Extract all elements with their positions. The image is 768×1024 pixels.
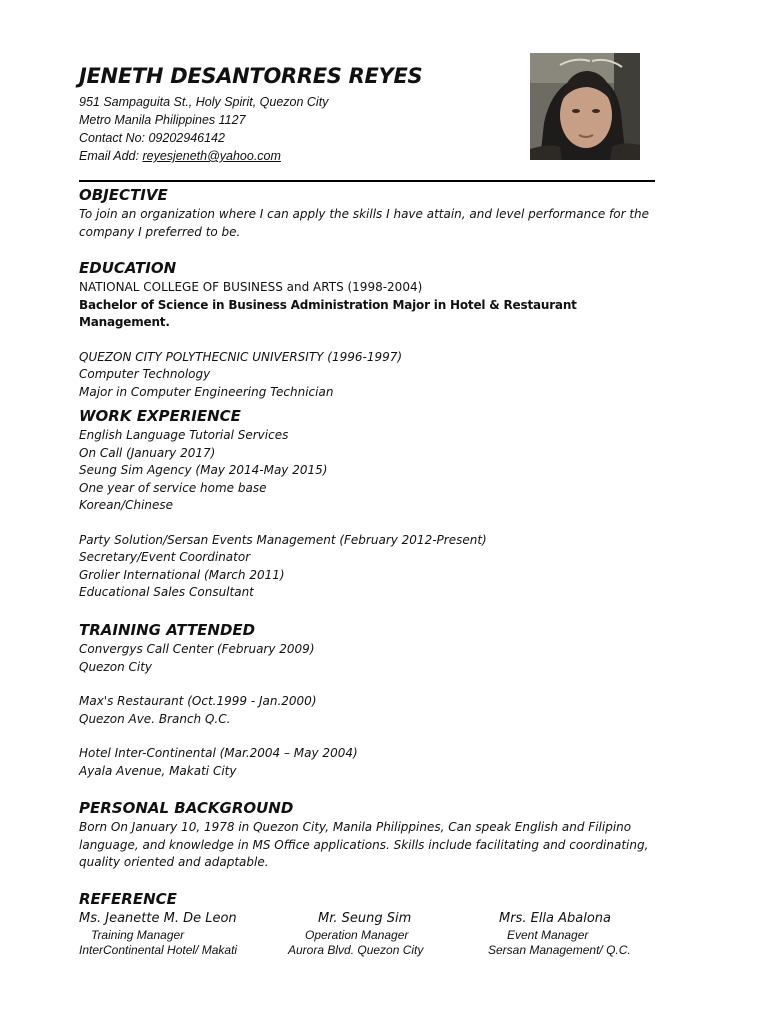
reference-title: Event Manager [507,928,589,942]
reference-item [288,910,424,958]
profile-photo-graphic [530,53,640,160]
contact-block [79,93,328,165]
reference-company: Sersan Management/ Q.C. [488,943,631,957]
education-course-2: Computer Technology [79,367,211,381]
reference-heading: REFERENCE [79,890,177,908]
contact-number-line [79,129,328,147]
reference-name: Mr. Seung Sim [318,911,412,926]
reference-section [79,889,679,910]
address-line-2: Metro Manila Philippines 1127 [79,113,246,127]
training-section [79,620,679,780]
training-3-place: Ayala Avenue, Makati City [79,763,237,778]
training-2-title: Max's Restaurant (Oct.1999 - Jan.2000) [79,694,317,708]
email-label: Email Add: [79,149,143,163]
contact-label: Contact No: [79,131,149,145]
training-1-place: Quezon City [79,659,153,674]
reference-name: Ms. Jeanette M. De Leon [79,911,237,926]
education-school-1: NATIONAL COLLEGE OF BUSINESS and ARTS (1998-2004) [79,280,423,294]
header-divider [79,180,655,182]
work-line: Educational Sales Consultant [79,585,254,599]
work-line: English Language Tutorial Services [79,428,289,442]
training-2-place: Quezon Ave. Branch Q.C. [79,711,231,726]
objective-heading: OBJECTIVE [79,186,168,204]
work-line: Korean/Chinese [79,498,174,512]
email-link[interactable]: reyesjeneth@yahoo.com [142,149,281,163]
work-experience-heading: WORK EXPERIENCE [79,407,241,425]
reference-item [79,910,237,958]
spacer [79,728,679,745]
personal-background-section [79,798,679,872]
reference-company: InterContinental Hotel/ Makati [79,943,238,957]
spacer [79,332,679,349]
email-line [79,147,328,165]
work-line: Seung Sim Agency (May 2014-May 2015) [79,463,328,477]
work-line: Party Solution/Sersan Events Management (February 2012-Present) [79,532,487,547]
training-1-title: Convergys Call Center (February 2009) [79,642,315,656]
reference-name: Mrs. Ella Abalona [499,911,612,926]
personal-background-heading: PERSONAL BACKGROUND [79,799,294,817]
education-degree-1: Bachelor of Science in Business Administration Major in Hotel & Restaurant Management. [79,297,577,329]
applicant-name: JENETH DESANTORRES REYES [79,64,423,88]
education-major-2: Major in Computer Engineering Technician [79,384,334,399]
work-experience-section [79,406,679,602]
education-school-2: QUEZON CITY POLYTHECNIC UNIVERSITY (1996-1997) [79,349,403,364]
reference-list [79,910,679,970]
spacer [79,676,679,693]
reference-title: Training Manager [91,928,185,942]
profile-photo [530,53,640,160]
work-line: Grolier International (March 2011) [79,567,285,582]
objective-text: To join an organization where I can apply the skills I have attain, and level performance for the company I preferred to be. [79,207,650,239]
objective-section [79,185,679,241]
education-section [79,258,679,401]
reference-title: Operation Manager [305,928,409,942]
training-heading: TRAINING ATTENDED [79,621,256,639]
spacer [79,515,679,532]
contact-number: 09202946142 [148,131,225,145]
work-line: One year of service home base [79,480,267,495]
reference-company: Aurora Blvd. Quezon City [288,943,424,957]
personal-background-text: Born On January 10, 1978 in Quezon City, Manila Philippines, Can speak English and Filipino language, and knowledge in MS Office applications. Skills include facilitating and coordinating, quality oriented and adaptable. [79,820,649,869]
education-heading: EDUCATION [79,259,177,277]
reference-item [488,910,631,958]
training-3-title: Hotel Inter-Continental (Mar.2004 – May 2004) [79,746,358,760]
work-line: Secretary/Event Coordinator [79,550,251,564]
address-line-1: 951 Sampaguita St., Holy Spirit, Quezon City [79,95,329,109]
work-line: On Call (January 2017) [79,445,216,460]
